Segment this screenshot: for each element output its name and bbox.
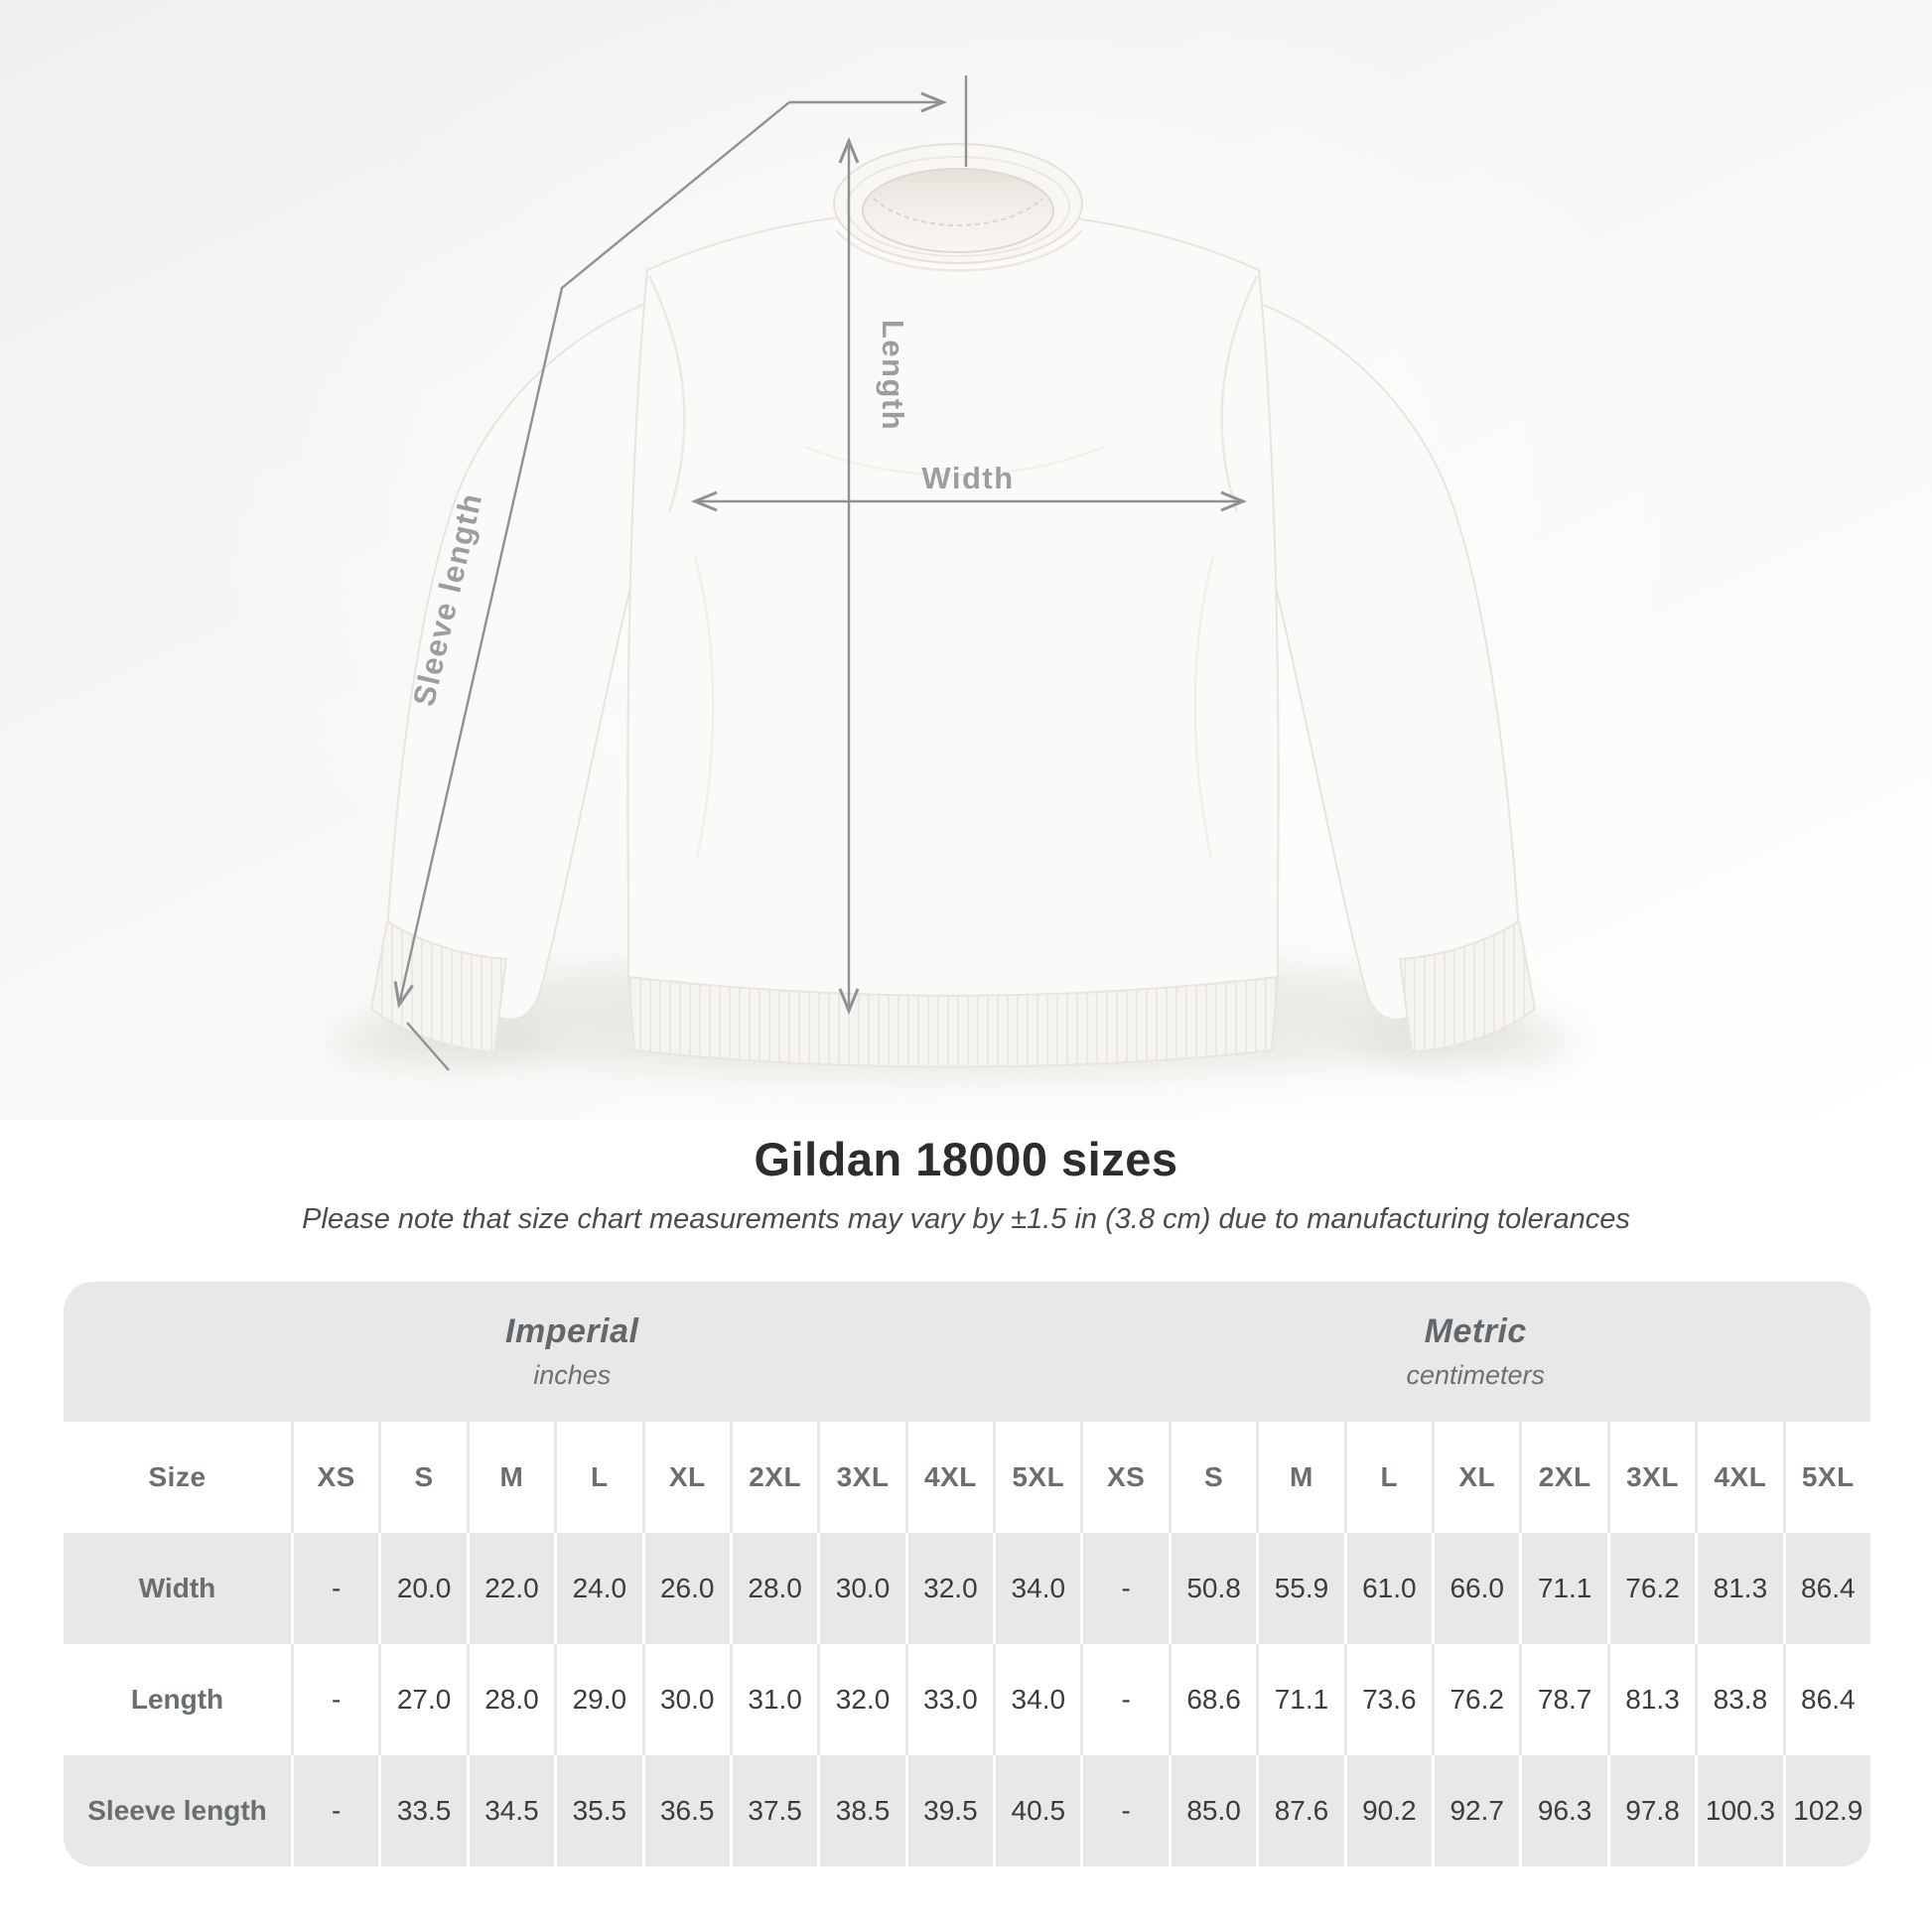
section-title-imperial: Imperial — [505, 1312, 639, 1350]
cell-sleeve: 100.3 — [1695, 1755, 1782, 1866]
corner-header: Size — [64, 1422, 291, 1533]
cell-sleeve: 92.7 — [1432, 1755, 1519, 1866]
heading-block — [0, 1132, 1932, 1236]
row-label-sleeve-length: Sleeve length — [64, 1755, 291, 1866]
cell-sleeve: 35.5 — [554, 1755, 641, 1866]
cell-sleeve: 90.2 — [1344, 1755, 1432, 1866]
cell-length: 76.2 — [1432, 1644, 1519, 1755]
size-header: XL — [642, 1422, 730, 1533]
row-label-length: Length — [64, 1644, 291, 1755]
sweatshirt-illustration — [371, 144, 1535, 1067]
sleeve-length-label: Sleeve length — [406, 488, 489, 710]
size-header: XL — [1432, 1422, 1519, 1533]
tolerance-note: Please note that size chart measurements may vary by ±1.5 in (3.8 cm) due to manufacturing tolerances — [302, 1203, 1630, 1235]
size-header: M — [1256, 1422, 1343, 1533]
body-panel — [627, 210, 1278, 999]
cell-sleeve: - — [1080, 1755, 1168, 1866]
cell-width: 66.0 — [1432, 1533, 1519, 1644]
row-label-width: Width — [64, 1533, 291, 1644]
cell-length: 33.0 — [905, 1644, 993, 1755]
cell-sleeve: 38.5 — [817, 1755, 904, 1866]
size-header: 3XL — [1607, 1422, 1695, 1533]
size-header: 4XL — [905, 1422, 993, 1533]
cell-sleeve: 97.8 — [1607, 1755, 1695, 1866]
cell-length: 81.3 — [1607, 1644, 1695, 1755]
cell-width: 20.0 — [378, 1533, 466, 1644]
size-header: S — [378, 1422, 466, 1533]
size-header: XS — [1080, 1422, 1168, 1533]
size-header: M — [467, 1422, 554, 1533]
cell-length: 68.6 — [1169, 1644, 1256, 1755]
cell-length: 30.0 — [642, 1644, 730, 1755]
section-title-metric: Metric — [1424, 1312, 1527, 1350]
cell-width: 34.0 — [993, 1533, 1080, 1644]
cell-sleeve: 37.5 — [730, 1755, 817, 1866]
collar — [834, 144, 1082, 263]
cell-width: 76.2 — [1607, 1533, 1695, 1644]
cell-sleeve: 102.9 — [1783, 1755, 1870, 1866]
cell-length: 29.0 — [554, 1644, 641, 1755]
cell-length: 78.7 — [1519, 1644, 1606, 1755]
size-header: XS — [291, 1422, 378, 1533]
section-unit-imperial: inches — [533, 1360, 612, 1390]
cell-length: 28.0 — [467, 1644, 554, 1755]
cell-sleeve: 96.3 — [1519, 1755, 1606, 1866]
cell-width: 71.1 — [1519, 1533, 1606, 1644]
cell-width: 28.0 — [730, 1533, 817, 1644]
cell-width: 61.0 — [1344, 1533, 1432, 1644]
cell-sleeve: 87.6 — [1256, 1755, 1343, 1866]
cell-sleeve: 39.5 — [905, 1755, 993, 1866]
size-header: L — [554, 1422, 641, 1533]
section-unit-metric: centimeters — [1406, 1360, 1546, 1390]
cell-sleeve: 36.5 — [642, 1755, 730, 1866]
cell-length: - — [291, 1644, 378, 1755]
size-header: L — [1344, 1422, 1432, 1533]
cell-sleeve: 40.5 — [993, 1755, 1080, 1866]
cell-width: 50.8 — [1169, 1533, 1256, 1644]
cell-sleeve: 85.0 — [1169, 1755, 1256, 1866]
cell-width: 22.0 — [467, 1533, 554, 1644]
size-header: 5XL — [1783, 1422, 1870, 1533]
section-metric — [1080, 1282, 1870, 1422]
cell-sleeve: 34.5 — [467, 1755, 554, 1866]
section-imperial — [64, 1282, 1080, 1422]
width-label: Width — [921, 461, 1015, 495]
size-header: 4XL — [1695, 1422, 1782, 1533]
cell-length: 86.4 — [1783, 1644, 1870, 1755]
size-header: 2XL — [730, 1422, 817, 1533]
size-table — [64, 1282, 1870, 1866]
cell-width: 32.0 — [905, 1533, 993, 1644]
cell-length: 27.0 — [378, 1644, 466, 1755]
cell-length: 31.0 — [730, 1644, 817, 1755]
size-header: S — [1169, 1422, 1256, 1533]
size-header: 5XL — [993, 1422, 1080, 1533]
cell-width: - — [291, 1533, 378, 1644]
cell-length: 34.0 — [993, 1644, 1080, 1755]
length-label: Length — [876, 319, 910, 432]
page-title: Gildan 18000 sizes — [754, 1133, 1178, 1185]
cell-width: 26.0 — [642, 1533, 730, 1644]
cell-length: 71.1 — [1256, 1644, 1343, 1755]
cell-sleeve: - — [291, 1755, 378, 1866]
cell-width: 24.0 — [554, 1533, 641, 1644]
cell-length: 32.0 — [817, 1644, 904, 1755]
cell-length: 83.8 — [1695, 1644, 1782, 1755]
cell-width: - — [1080, 1533, 1168, 1644]
cell-width: 86.4 — [1783, 1533, 1870, 1644]
cell-width: 81.3 — [1695, 1533, 1782, 1644]
cell-length: 73.6 — [1344, 1644, 1432, 1755]
cell-length: - — [1080, 1644, 1168, 1755]
size-header: 3XL — [817, 1422, 904, 1533]
cell-sleeve: 33.5 — [378, 1755, 466, 1866]
cell-width: 55.9 — [1256, 1533, 1343, 1644]
cell-width: 30.0 — [817, 1533, 904, 1644]
size-header: 2XL — [1519, 1422, 1606, 1533]
